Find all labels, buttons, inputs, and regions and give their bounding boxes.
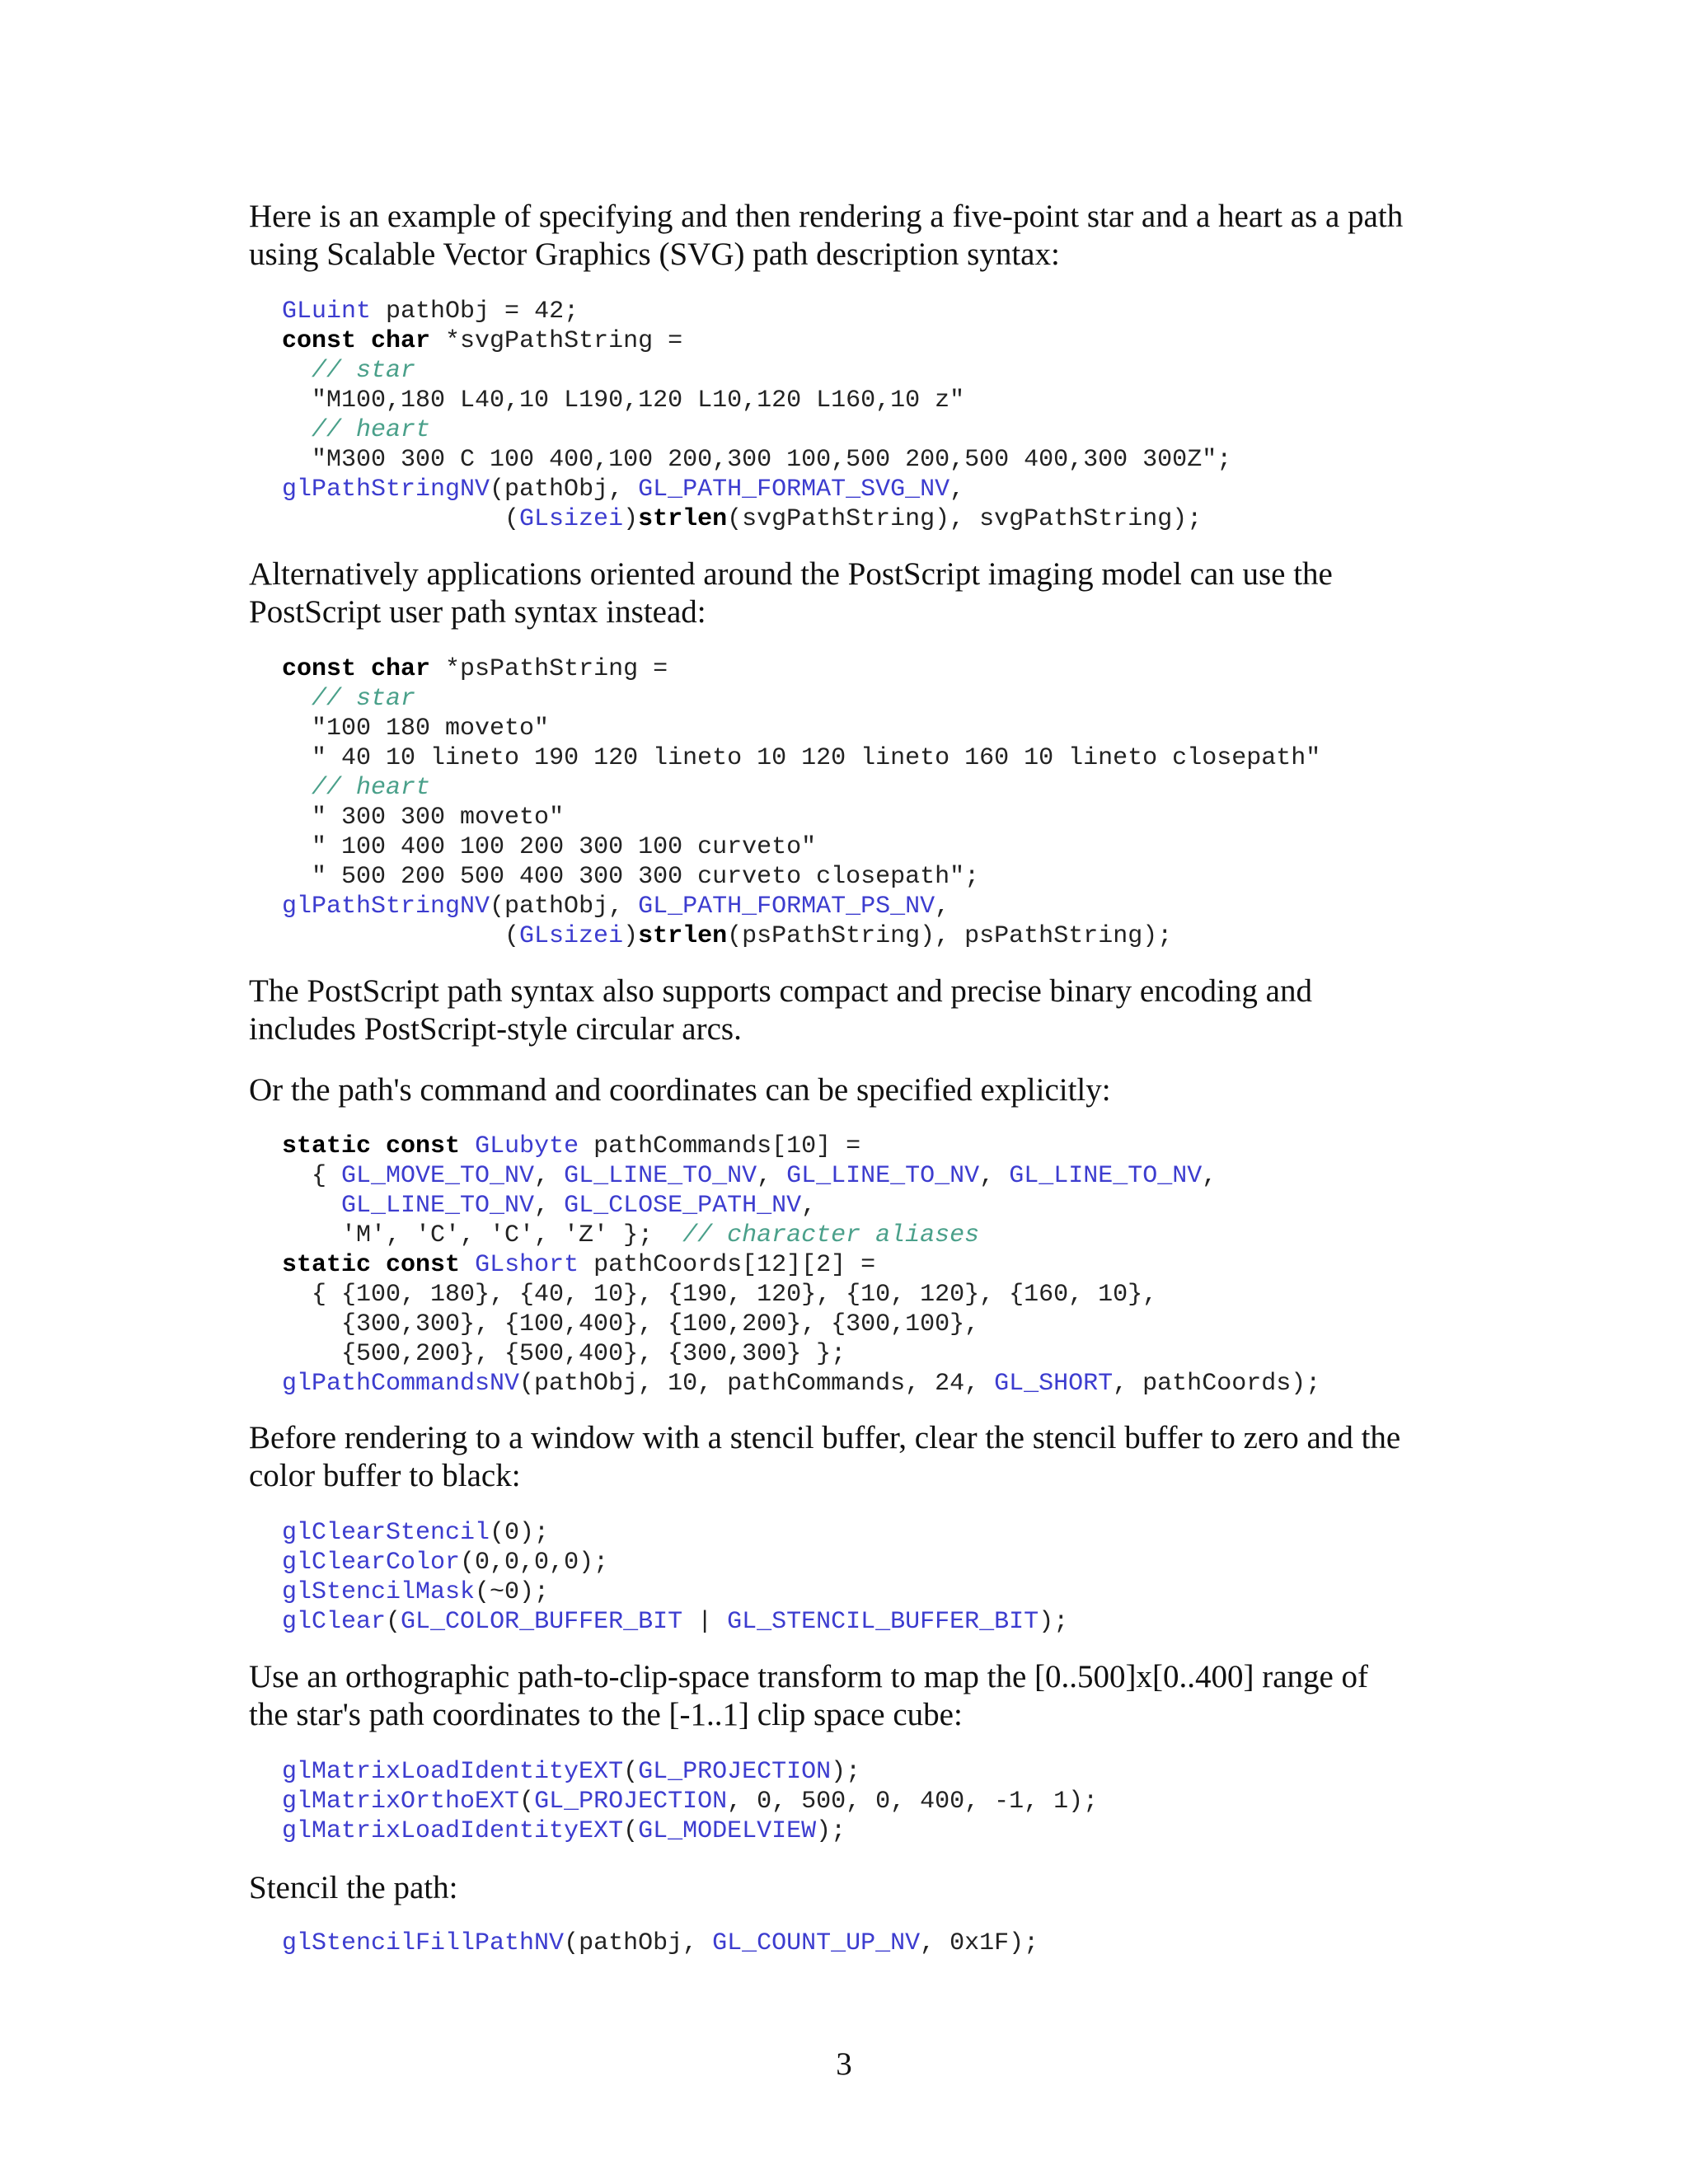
paragraph-line: Stencil the path:: [249, 1870, 458, 1905]
code-token: GL_SHORT: [994, 1370, 1114, 1398]
code-token: // heart: [312, 416, 431, 444]
code-token: strlen: [638, 505, 728, 533]
code-token: // character aliases: [682, 1221, 980, 1249]
code-token: [282, 357, 312, 385]
code-block: [282, 1757, 1098, 1846]
code-token: glClearColor: [282, 1549, 461, 1577]
code-token: GL_LINE_TO_NV: [786, 1162, 980, 1190]
code-token: (~0);: [475, 1578, 550, 1606]
code-block: [282, 1518, 1068, 1637]
code-token: [282, 715, 312, 743]
code-token: [460, 1251, 475, 1279]
page-number: 3: [836, 2046, 852, 2082]
code-token: "100 180 moveto": [312, 715, 550, 743]
code-line: [282, 1369, 1320, 1399]
body-paragraph: [249, 1658, 1485, 1734]
code-token: ,: [534, 1192, 565, 1220]
code-line: [282, 921, 1320, 951]
code-token: glPathCommandsNV: [282, 1370, 520, 1398]
paragraph-line: color buffer to black:: [249, 1458, 521, 1493]
code-line: [282, 445, 1231, 475]
code-token: GL_LINE_TO_NV: [341, 1192, 535, 1220]
code-token: GL_COUNT_UP_NV: [712, 1929, 921, 1957]
code-block: [282, 297, 1231, 534]
code-token: , 0, 500, 0, 400, -1, 1);: [727, 1788, 1099, 1816]
code-token: [282, 804, 312, 832]
code-token: ,: [950, 476, 965, 504]
code-line: [282, 475, 1231, 504]
code-line: [282, 326, 1231, 356]
code-line: [282, 386, 1231, 415]
code-line: [282, 1548, 1068, 1577]
code-line: [282, 1250, 1320, 1280]
code-line: [282, 743, 1320, 773]
code-token: // star: [312, 357, 416, 385]
code-token: ,: [1202, 1162, 1217, 1190]
code-token: glClear: [282, 1608, 387, 1636]
code-token: glPathStringNV: [282, 476, 490, 504]
code-token: (: [282, 922, 520, 950]
code-line: [282, 684, 1320, 714]
code-token: ,: [979, 1162, 1010, 1190]
body-paragraph: [249, 1419, 1485, 1495]
code-token: {500,200}, {500,400}, {300,300} };: [282, 1340, 846, 1368]
code-token: (pathObj, 10, pathCommands, 24,: [519, 1370, 995, 1398]
code-token: [282, 1192, 341, 1220]
code-token: ): [623, 505, 639, 533]
code-token: glStencilFillPathNV: [282, 1929, 565, 1957]
code-line: [282, 714, 1320, 743]
code-block: [282, 654, 1320, 951]
paragraph-line: the star's path coordinates to the [-1..1] clip space cube:: [249, 1697, 963, 1732]
code-line: [282, 862, 1320, 892]
code-token: [282, 744, 312, 772]
code-line: [282, 1607, 1068, 1637]
code-token: glPathStringNV: [282, 893, 490, 921]
code-token: , 0x1F);: [920, 1929, 1039, 1957]
code-token: (0);: [490, 1519, 550, 1547]
code-line: [282, 297, 1231, 326]
code-token: *svgPathString =: [430, 327, 683, 355]
code-token: (0,0,0,0);: [460, 1549, 609, 1577]
code-token: "M300 300 C 100 400,100 200,300 100,500 200,500 400,300 300Z": [312, 446, 1217, 474]
code-token: glMatrixOrthoEXT: [282, 1788, 520, 1816]
code-token: ,: [801, 1192, 817, 1220]
paragraph-line: Or the path's command and coordinates can be specified explicitly:: [249, 1072, 1111, 1108]
body-paragraph: [249, 972, 1485, 1048]
code-token: (: [623, 1817, 639, 1845]
code-line: [282, 1577, 1068, 1607]
code-line: [282, 1191, 1320, 1221]
code-line: [282, 832, 1320, 862]
code-token: " 500 200 500 400 300 300 curveto closepath": [312, 863, 965, 891]
code-line: [282, 1280, 1320, 1310]
paragraph-line: Alternatively applications oriented around the PostScript imaging model can use the: [249, 556, 1333, 592]
code-token: ;: [964, 863, 980, 891]
body-paragraph: [249, 555, 1485, 631]
code-token: );: [816, 1817, 846, 1845]
code-line: [282, 1310, 1320, 1339]
code-line: [282, 1816, 1098, 1846]
paragraph-line: includes PostScript-style circular arcs.: [249, 1011, 742, 1047]
code-token: GL_PROJECTION: [638, 1758, 832, 1786]
code-token: (: [282, 505, 520, 533]
code-token: [356, 655, 371, 683]
code-token: GL_PATH_FORMAT_PS_NV: [638, 893, 935, 921]
code-token: GLsizei: [519, 505, 624, 533]
code-token: [282, 863, 312, 891]
code-token: (pathObj,: [490, 893, 639, 921]
code-line: [282, 1518, 1068, 1548]
code-token: GL_COLOR_BUFFER_BIT: [401, 1608, 683, 1636]
code-token: strlen: [638, 922, 728, 950]
paragraph-line: Before rendering to a window with a stencil buffer, clear the stencil buffer to zero and the: [249, 1420, 1401, 1455]
code-token: (: [623, 1758, 639, 1786]
code-token: [282, 416, 312, 444]
code-token: pathObj = 42;: [371, 298, 579, 326]
code-token: glMatrixLoadIdentityEXT: [282, 1817, 624, 1845]
code-line: [282, 1221, 1320, 1250]
code-token: ;: [1217, 446, 1232, 474]
code-token: 'M', 'C', 'C', 'Z' };: [282, 1221, 683, 1249]
code-token: glStencilMask: [282, 1578, 476, 1606]
code-token: [282, 387, 312, 415]
code-token: );: [1039, 1608, 1069, 1636]
code-block: [282, 1132, 1320, 1399]
code-token: (: [519, 1788, 535, 1816]
code-token: [460, 1132, 475, 1160]
code-token: GL_PATH_FORMAT_SVG_NV: [638, 476, 950, 504]
code-token: GLuint: [282, 298, 372, 326]
code-token: [282, 833, 312, 861]
body-paragraph: [249, 1071, 1485, 1109]
code-token: const: [282, 655, 357, 683]
code-block: [282, 1929, 1039, 1958]
code-token: pathCoords[12][2] =: [579, 1251, 876, 1279]
body-paragraph: [249, 1869, 1485, 1907]
paragraph-line: using Scalable Vector Graphics (SVG) path description syntax:: [249, 237, 1060, 272]
code-token: GL_MOVE_TO_NV: [341, 1162, 535, 1190]
code-token: {300,300}, {100,400}, {100,200}, {300,100},: [282, 1310, 980, 1338]
code-token: glMatrixLoadIdentityEXT: [282, 1758, 624, 1786]
code-line: [282, 504, 1231, 534]
code-line: [282, 1757, 1098, 1787]
code-token: GL_STENCIL_BUFFER_BIT: [727, 1608, 1039, 1636]
code-token: ,: [757, 1162, 787, 1190]
code-token: { {100, 180}, {40, 10}, {190, 120}, {10, 120}, {160, 10},: [282, 1281, 1158, 1309]
code-token: " 300 300 moveto": [312, 804, 565, 832]
code-line: [282, 356, 1231, 386]
code-token: char: [371, 327, 431, 355]
code-token: // heart: [312, 774, 431, 802]
code-token: GLsizei: [519, 922, 624, 950]
code-token: GLubyte: [475, 1132, 579, 1160]
code-token: *psPathString =: [430, 655, 668, 683]
code-line: [282, 1929, 1039, 1958]
code-token: [282, 446, 312, 474]
code-token: const: [282, 327, 357, 355]
paragraph-line: PostScript user path syntax instead:: [249, 594, 706, 630]
code-line: [282, 1132, 1320, 1161]
code-token: "M100,180 L40,10 L190,120 L10,120 L160,10 z": [312, 387, 965, 415]
code-token: [282, 685, 312, 713]
paragraph-line: Here is an example of specifying and then rendering a five-point star and a heart as a path: [249, 199, 1404, 234]
code-token: // star: [312, 685, 416, 713]
code-token: static const: [282, 1251, 461, 1279]
paragraph-line: Use an orthographic path-to-clip-space transform to map the [0..500]x[0..400] range of: [249, 1659, 1369, 1694]
code-token: GLshort: [475, 1251, 579, 1279]
code-token: " 100 400 100 200 300 100 curveto": [312, 833, 817, 861]
code-line: [282, 892, 1320, 921]
code-token: ,: [935, 893, 950, 921]
code-token: (pathObj,: [490, 476, 639, 504]
code-token: pathCommands[10] =: [579, 1132, 861, 1160]
code-line: [282, 803, 1320, 832]
code-token: ,: [534, 1162, 565, 1190]
code-token: |: [682, 1608, 728, 1636]
code-token: (: [386, 1608, 401, 1636]
code-token: GL_MODELVIEW: [638, 1817, 817, 1845]
code-token: GL_CLOSE_PATH_NV: [564, 1192, 802, 1220]
code-token: (svgPathString), svgPathString);: [727, 505, 1203, 533]
code-token: GL_PROJECTION: [534, 1788, 728, 1816]
code-token: (pathObj,: [564, 1929, 713, 1957]
code-token: );: [831, 1758, 861, 1786]
code-line: [282, 1787, 1098, 1816]
code-token: static const: [282, 1132, 461, 1160]
code-line: [282, 1339, 1320, 1369]
code-token: {: [282, 1162, 342, 1190]
code-line: [282, 1161, 1320, 1191]
code-token: glClearStencil: [282, 1519, 490, 1547]
paragraph-line: The PostScript path syntax also supports compact and precise binary encoding and: [249, 973, 1312, 1009]
code-token: char: [371, 655, 431, 683]
code-token: (psPathString), psPathString);: [727, 922, 1173, 950]
code-token: GL_LINE_TO_NV: [564, 1162, 757, 1190]
code-token: , pathCoords);: [1113, 1370, 1321, 1398]
body-paragraph: [249, 198, 1485, 274]
code-line: [282, 415, 1231, 445]
code-token: [282, 774, 312, 802]
code-token: [356, 327, 371, 355]
code-line: [282, 654, 1320, 684]
code-line: [282, 773, 1320, 803]
code-token: ): [623, 922, 639, 950]
code-token: " 40 10 lineto 190 120 lineto 10 120 lineto 160 10 lineto closepath": [312, 744, 1321, 772]
code-token: GL_LINE_TO_NV: [1009, 1162, 1203, 1190]
